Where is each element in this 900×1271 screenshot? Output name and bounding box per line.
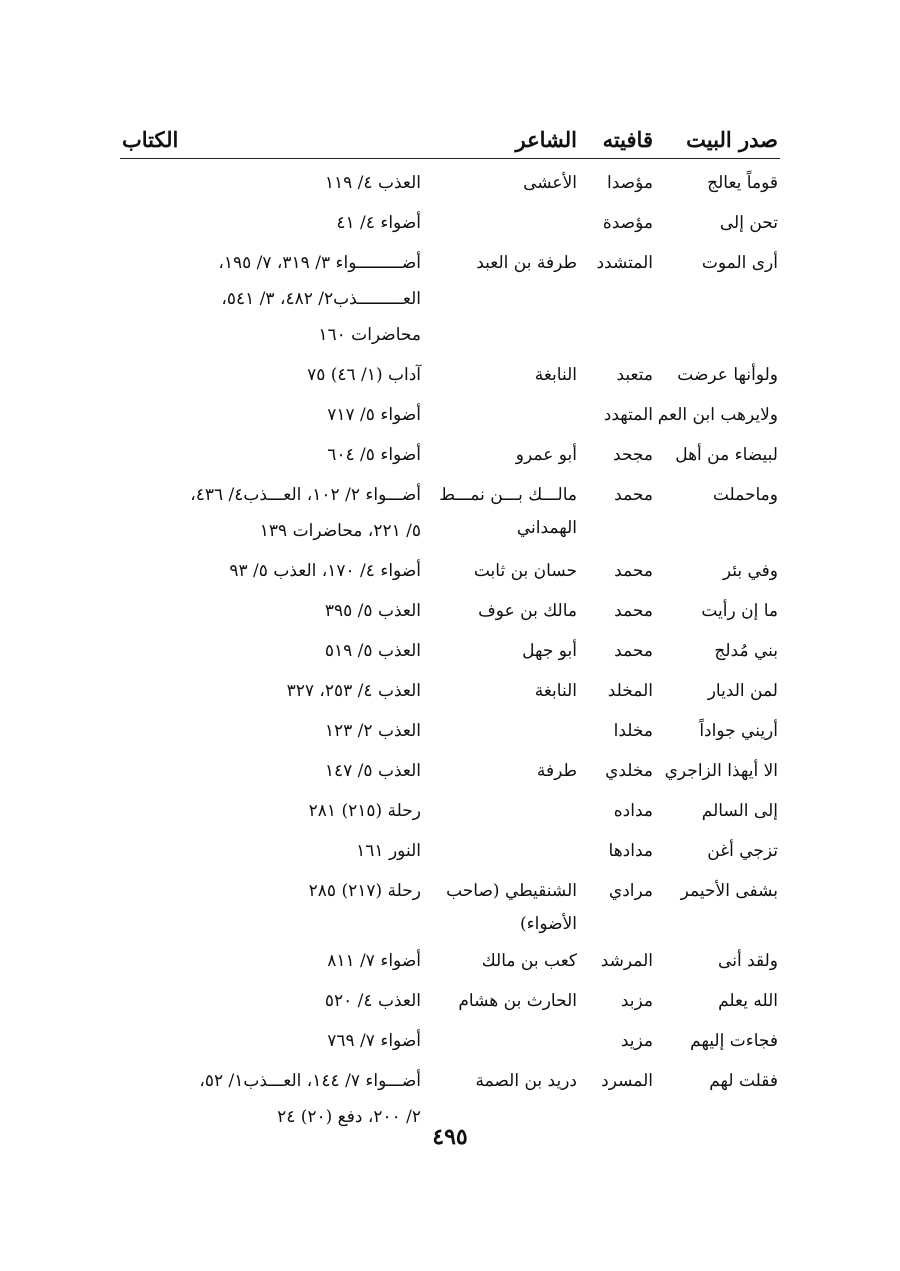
- poet-name: أبو عمرو: [515, 445, 577, 465]
- verse-opening: فجاءت إليهم: [690, 1031, 778, 1051]
- verse-rhyme: محمد: [614, 485, 653, 505]
- verse-opening: الا أيهذا الزاجري: [664, 761, 778, 781]
- poet-name: [423, 203, 579, 243]
- book-reference-line: العذب ٥/ ٣٩٥: [324, 601, 421, 621]
- table-row: [120, 159, 780, 204]
- table-body: [120, 159, 780, 1138]
- verse-rhyme: مدادها: [608, 841, 653, 861]
- poet-name: الشنقيطي (صاحب الأضواء): [446, 881, 577, 934]
- book-reference-line: العذب ٥/ ٥١٩: [324, 641, 421, 661]
- table-row: [120, 671, 780, 711]
- verse-opening: أرى الموت: [701, 253, 778, 273]
- poet-name: حسان بن ثابت: [473, 561, 577, 581]
- verse-rhyme: مداده: [613, 801, 653, 821]
- verse-opening: ولايرهب ابن العم: [657, 405, 778, 425]
- table-row: [120, 243, 780, 355]
- poet-name: الحارث بن هشام: [458, 991, 577, 1011]
- book-reference-line: العذب ٢/ ١٢٣: [324, 721, 421, 741]
- book-reference-line: أضواء ٧/ ٧٦٩: [327, 1031, 421, 1051]
- book-reference-line: أضواء ٧/ ٨١١: [327, 951, 421, 971]
- poet-name: دريد بن الصمة: [475, 1071, 577, 1091]
- header-poet: الشاعر: [423, 118, 579, 159]
- verse-opening: تحن إلى: [719, 213, 778, 233]
- header-book: الكتاب: [120, 118, 423, 159]
- table-row: [120, 203, 780, 243]
- poet-name: [423, 395, 579, 435]
- book-reference-line: العذب ٤/ ٢٥٣، ٣٢٧: [286, 681, 421, 701]
- verse-rhyme: المرشد: [600, 951, 653, 971]
- poet-name: طرفة: [536, 761, 577, 781]
- verse-rhyme: متعبد: [616, 365, 653, 385]
- table-row: [120, 831, 780, 871]
- book-reference-line: محاضرات ١٦٠: [318, 325, 421, 345]
- verse-rhyme: مخلدي: [605, 761, 653, 781]
- verse-opening: وماحملت: [712, 485, 778, 505]
- book-reference-line: أضواء ٥/ ٦٠٤: [327, 445, 421, 465]
- verse-rhyme: المخلد: [607, 681, 653, 701]
- book-reference-line: أضـــواء ٢/ ١٠٢، العـــذب٤/ ٤٣٦،: [190, 485, 421, 505]
- table-row: [120, 395, 780, 435]
- book-reference-line: ٥/ ٢٢١، محاضرات ١٣٩: [259, 521, 421, 541]
- table-header-row: [120, 118, 780, 159]
- book-reference-line: العذب ٤/ ١١٩: [324, 173, 421, 193]
- table-row: [120, 355, 780, 395]
- poet-name: [423, 1021, 579, 1061]
- verse-opening: فقلت لهم: [709, 1071, 778, 1091]
- page-number: ٤٩٥: [432, 1124, 468, 1150]
- table-row: [120, 941, 780, 981]
- book-reference: [120, 435, 423, 475]
- poet-name: طرفة بن العبد: [476, 253, 577, 273]
- verse-rhyme: مخلدا: [613, 721, 653, 741]
- poet-name: أبو جهل: [522, 641, 577, 661]
- table-row: [120, 631, 780, 671]
- page-content: [120, 118, 780, 1137]
- book-reference: [120, 475, 423, 551]
- verse-index-table: [120, 118, 780, 1137]
- poet-name: النابغة: [534, 681, 577, 701]
- book-reference: [120, 243, 423, 355]
- book-reference-line: العذب ٥/ ١٤٧: [324, 761, 421, 781]
- book-reference: [120, 159, 423, 204]
- book-reference-line: أضواء ٥/ ٧١٧: [327, 405, 421, 425]
- book-reference-line: النور ١٦١: [356, 841, 421, 861]
- table-row: [120, 435, 780, 475]
- verse-rhyme: محمد: [614, 641, 653, 661]
- table-row: [120, 591, 780, 631]
- table-row: [120, 711, 780, 751]
- verse-opening: إلى السالم: [701, 801, 778, 821]
- book-reference: [120, 395, 423, 435]
- poet-name: مالـــك بـــن نمـــط الهمداني: [439, 485, 577, 538]
- table-row: [120, 751, 780, 791]
- verse-rhyme: المتهدد: [603, 405, 653, 425]
- verse-opening: ولقد أنى: [718, 951, 778, 971]
- poet-name: كعب بن مالك: [481, 951, 577, 971]
- book-reference: [120, 591, 423, 631]
- table-row: [120, 475, 780, 551]
- book-reference-line: أضـــواء ٧/ ١٤٤، العـــذب١/ ٥٢،: [199, 1071, 421, 1091]
- verse-rhyme: مرادي: [608, 881, 653, 901]
- poet-name: النابغة: [534, 365, 577, 385]
- book-reference: [120, 631, 423, 671]
- book-reference: [120, 551, 423, 591]
- book-reference-line: العـــــــــذب٢/ ٤٨٢، ٣/ ٥٤١،: [221, 289, 421, 309]
- poet-name: [423, 711, 579, 751]
- verse-rhyme: المسرد: [601, 1071, 653, 1091]
- verse-opening: وفي بئر: [722, 561, 778, 581]
- header-qafiya: قافيته: [579, 118, 655, 159]
- book-reference-line: ٢/ ٢٠٠، دفع (٢٠) ٢٤: [277, 1107, 421, 1127]
- verse-opening: ما إن رأيت: [701, 601, 778, 621]
- verse-rhyme: مؤصدة: [602, 213, 653, 233]
- poet-name: [423, 791, 579, 831]
- book-reference-line: آداب (١/ ٤٦) ٧٥: [307, 365, 421, 385]
- verse-rhyme: مؤصدا: [607, 173, 653, 193]
- poet-name: الأعشى: [523, 173, 577, 193]
- table-row: [120, 791, 780, 831]
- book-reference: [120, 671, 423, 711]
- book-reference: [120, 791, 423, 831]
- verse-opening: أريني جواداً: [699, 721, 778, 741]
- verse-opening: ولوأنها عرضت: [677, 365, 778, 385]
- book-reference-line: أضواء ٤/ ٤١: [336, 213, 421, 233]
- header-sadr: صدر البيت: [655, 118, 780, 159]
- book-reference: [120, 941, 423, 981]
- poet-name: [423, 831, 579, 871]
- verse-opening: الله يعلم: [718, 991, 778, 1011]
- table-row: [120, 1021, 780, 1061]
- table-row: [120, 871, 780, 941]
- book-reference: [120, 751, 423, 791]
- book-reference-line: أضـــــــــواء ٣/ ٣١٩، ٧/ ١٩٥،: [218, 253, 421, 273]
- table-row: [120, 551, 780, 591]
- verse-rhyme: محمد: [614, 601, 653, 621]
- book-reference: [120, 1021, 423, 1061]
- verse-rhyme: مزبد: [620, 991, 653, 1011]
- verse-opening: تزجي أغن: [707, 841, 778, 861]
- book-reference-line: العذب ٤/ ٥٢٠: [324, 991, 421, 1011]
- verse-opening: لبيضاء من أهل: [675, 445, 778, 465]
- book-reference-line: رحلة (٢١٧) ٢٨٥: [308, 881, 421, 901]
- verse-opening: قوماً يعالج: [707, 173, 778, 193]
- book-reference: [120, 981, 423, 1021]
- verse-rhyme: مزيد: [620, 1031, 653, 1051]
- book-reference: [120, 831, 423, 871]
- table-row: [120, 981, 780, 1021]
- verse-opening: بني مُدلج: [714, 641, 778, 661]
- book-reference: [120, 711, 423, 751]
- verse-rhyme: محمد: [614, 561, 653, 581]
- book-reference: [120, 355, 423, 395]
- poet-name: مالك بن عوف: [478, 601, 577, 621]
- book-reference: [120, 203, 423, 243]
- book-reference-line: أضواء ٤/ ١٧٠، العذب ٥/ ٩٣: [229, 561, 421, 581]
- verse-opening: لمن الديار: [707, 681, 778, 701]
- book-reference-line: رحلة (٢١٥) ٢٨١: [308, 801, 421, 821]
- verse-rhyme: المتشدد: [596, 253, 653, 273]
- book-reference: [120, 871, 423, 941]
- verse-rhyme: مجحد: [613, 445, 653, 465]
- verse-opening: بشفى الأحيمر: [680, 881, 778, 901]
